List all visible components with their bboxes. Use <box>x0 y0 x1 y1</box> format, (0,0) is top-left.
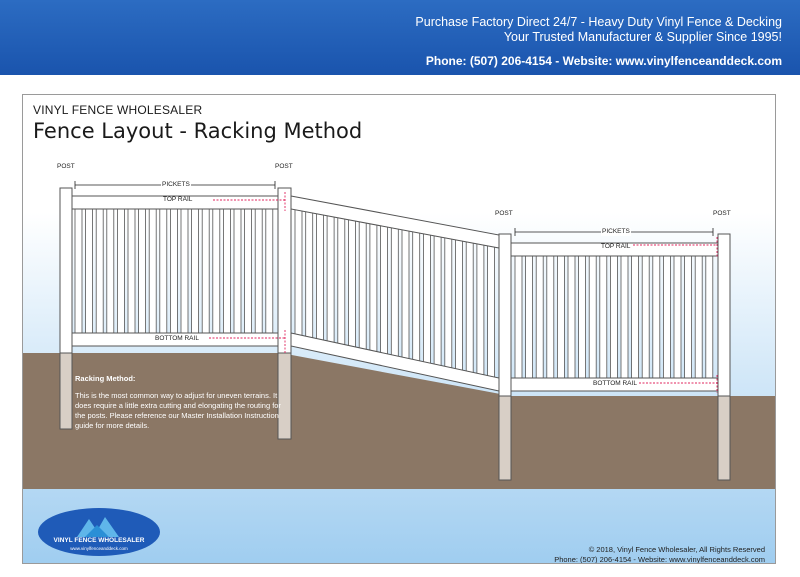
footer-contact: Phone: (507) 206-4154 - Website: www.vinylfenceanddeck.com <box>554 555 765 564</box>
post-4 <box>718 234 730 396</box>
picket-right-17 <box>695 252 702 380</box>
label-pickets-right: PICKETS <box>602 228 630 235</box>
picket-left-8 <box>160 205 167 335</box>
picket-left-4 <box>117 205 124 335</box>
picket-middle-1 <box>306 208 313 340</box>
footer-copyright: © 2018, Vinyl Fence Wholesaler, All Rights Reserved <box>588 545 765 554</box>
picket-left-0 <box>75 205 82 335</box>
picket-right-10 <box>621 252 628 380</box>
picket-right-14 <box>663 252 670 380</box>
banner-subtagline: Your Trusted Manufacturer & Supplier Since 1995! <box>503 30 782 44</box>
picket-right-0 <box>515 252 522 380</box>
picket-left-5 <box>128 205 135 335</box>
brand-label: VINYL FENCE WHOLESALER <box>33 103 203 117</box>
picket-right-9 <box>610 252 617 380</box>
picket-right-18 <box>706 252 713 380</box>
racking-note-body: This is the most common way to adjust for uneven terrains. It does require a little extra cutting and elongating the routing for the posts. Please reference our Master Installation Instruction guide for more details. <box>75 391 281 430</box>
picket-right-4 <box>557 252 564 380</box>
post-3 <box>499 234 511 396</box>
picket-right-1 <box>526 252 533 380</box>
picket-right-7 <box>589 252 596 380</box>
picket-middle-4 <box>338 214 345 347</box>
diagram-title: Fence Layout - Racking Method <box>33 119 363 143</box>
picket-left-2 <box>96 205 103 335</box>
picket-middle-16 <box>466 238 473 375</box>
label-post-3: POST <box>495 210 513 217</box>
picket-middle-15 <box>456 236 463 372</box>
picket-left-6 <box>139 205 146 335</box>
post-4-footing <box>718 396 730 480</box>
picket-middle-11 <box>413 228 420 363</box>
company-logo <box>37 507 161 557</box>
post-1-footing <box>60 353 72 429</box>
picket-right-3 <box>547 252 554 380</box>
logo-name: VINYL FENCE WHOLESALER <box>53 537 145 544</box>
racking-note <box>75 374 285 431</box>
label-post-4: POST <box>713 210 731 217</box>
picket-left-11 <box>192 205 199 335</box>
picket-left-9 <box>170 205 177 335</box>
picket-middle-3 <box>327 212 334 345</box>
diagram-card <box>22 94 776 564</box>
picket-middle-6 <box>359 218 366 351</box>
post-1 <box>60 188 72 353</box>
picket-left-17 <box>255 205 262 335</box>
top-banner <box>0 0 800 75</box>
picket-middle-14 <box>445 234 452 370</box>
logo-url: www.vinylfenceanddeck.com <box>70 546 128 551</box>
picket-middle-7 <box>370 220 377 354</box>
post-3-footing <box>499 396 511 480</box>
label-top-rail-left: TOP RAIL <box>163 196 193 203</box>
picket-middle-10 <box>402 226 409 361</box>
banner-tagline: Purchase Factory Direct 24/7 - Heavy Duty Vinyl Fence & Decking <box>415 15 782 29</box>
picket-left-13 <box>213 205 220 335</box>
picket-right-13 <box>653 252 660 380</box>
picket-right-5 <box>568 252 575 380</box>
picket-middle-13 <box>434 232 441 368</box>
picket-middle-8 <box>381 222 388 356</box>
picket-middle-9 <box>391 224 398 358</box>
picket-left-18 <box>266 205 273 335</box>
picket-left-10 <box>181 205 188 335</box>
label-pickets-left: PICKETS <box>162 181 190 188</box>
picket-left-12 <box>202 205 209 335</box>
picket-right-16 <box>685 252 692 380</box>
picket-middle-18 <box>488 242 495 379</box>
picket-left-1 <box>86 205 93 335</box>
picket-left-7 <box>149 205 156 335</box>
picket-right-11 <box>632 252 639 380</box>
label-bottom-rail-left: BOTTOM RAIL <box>155 335 199 342</box>
fence-diagram <box>23 95 776 564</box>
label-post-2: POST <box>275 163 293 170</box>
post-2 <box>278 188 291 353</box>
picket-right-15 <box>674 252 681 380</box>
picket-middle-0 <box>295 206 302 338</box>
picket-right-6 <box>579 252 586 380</box>
picket-right-12 <box>642 252 649 380</box>
racking-note-heading: Racking Method: <box>75 374 136 383</box>
picket-left-15 <box>234 205 241 335</box>
picket-middle-17 <box>477 240 484 377</box>
picket-left-16 <box>245 205 252 335</box>
label-bottom-rail-right: BOTTOM RAIL <box>593 380 637 387</box>
picket-left-14 <box>223 205 230 335</box>
picket-right-8 <box>600 252 607 380</box>
picket-right-2 <box>536 252 543 380</box>
label-top-rail-right: TOP RAIL <box>601 243 631 250</box>
banner-contact: Phone: (507) 206-4154 - Website: www.vinylfenceanddeck.com <box>425 54 782 68</box>
picket-left-3 <box>107 205 114 335</box>
label-post-1: POST <box>57 163 75 170</box>
picket-middle-5 <box>349 216 356 349</box>
picket-middle-12 <box>423 230 430 365</box>
picket-middle-2 <box>316 210 323 342</box>
